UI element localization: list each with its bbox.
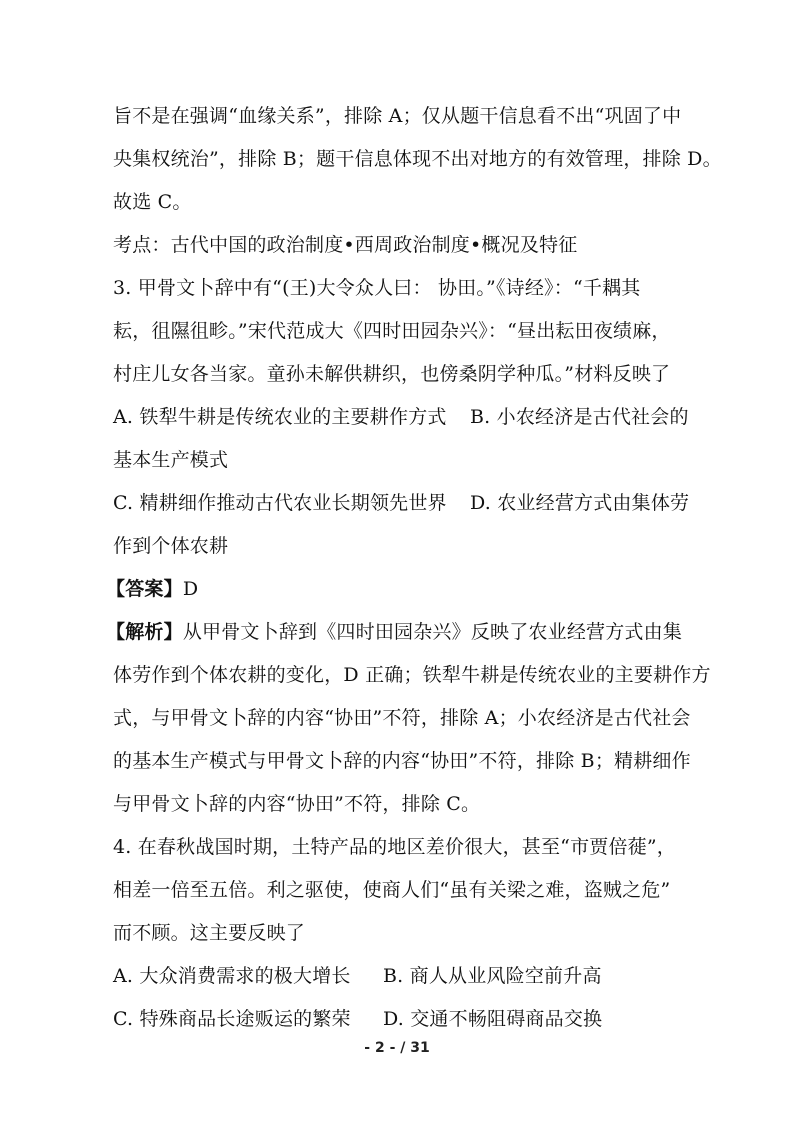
q3-analysis-line-3: 式，与甲骨文卜辞的内容“协田”不符，排除 A；小农经济是古代社会: [113, 707, 691, 729]
answer-tag: 【答案】: [106, 578, 183, 600]
q3-stem-line-3: 村庄儿女各当家。童孙未解供耕织，也傍桑阴学种瓜。”材料反映了: [113, 363, 671, 385]
prev-analysis-line-3: 故选 C。: [113, 191, 192, 213]
q4-options-row-1: [113, 964, 693, 988]
q4-stem-line-1: 4. 在春秋战国时期，土特产品的地区差价很大，甚至“市贾倍蓰”，: [113, 836, 676, 858]
kaodian-line: 考点：古代中国的政治制度•西周政治制度•概况及特征: [113, 234, 578, 256]
q4-option-a: A. 大众消费需求的极大增长: [113, 965, 351, 987]
q4-stem-line-2: 相差一倍至五倍。利之驱使，使商人们“虽有关梁之难，盗贼之危”: [113, 879, 671, 901]
q3-option-c: C. 精耕细作推动古代农业长期领先世界: [113, 492, 447, 514]
q3-analysis-line-4: 的基本生产模式与甲骨文卜辞的内容“协田”不符，排除 B；精耕细作: [113, 750, 691, 772]
answer-value: D: [182, 578, 199, 600]
q3-analysis-line-1: [106, 620, 686, 644]
q3-answer-line: [106, 577, 686, 601]
q4-option-b: B. 商人从业风险空前升高: [383, 965, 602, 987]
page-number: - 2 - / 31: [364, 1040, 430, 1056]
q3-option-b-continued: 基本生产模式: [113, 449, 229, 471]
prev-analysis-line-2: 央集权统治”，排除 B；题干信息体现不出对地方的有效管理，排除 D。: [113, 148, 722, 170]
analysis-text-1: 从甲骨文卜辞到《四时田园杂兴》反映了农业经营方式由集: [182, 621, 683, 643]
q3-stem-line-2: 耘，徂隰徂畛。”宋代范成大《四时田园杂兴》：“昼出耘田夜绩麻，: [113, 320, 671, 342]
q4-stem-line-3: 而不顾。这主要反映了: [113, 922, 306, 944]
q4-option-d: D. 交通不畅阻碍商品交换: [383, 1008, 603, 1030]
q3-option-d: D. 农业经营方式由集体劳: [470, 492, 690, 514]
q3-options-row-1: [113, 405, 693, 429]
q3-stem-line-1: 3. 甲骨文卜辞中有“(王)大令众人曰： 协田。”《诗经》：“千耦其: [113, 277, 641, 299]
q3-options-row-2: [113, 491, 693, 515]
prev-analysis-line-1: 旨不是在强调“血缘关系”，排除 A；仅从题干信息看不出“巩固了中: [113, 105, 682, 127]
q3-option-a: A. 铁犁牛耕是传统农业的主要耕作方式: [113, 406, 447, 428]
analysis-tag: 【解析】: [106, 621, 183, 643]
q3-analysis-line-5: 与甲骨文卜辞的内容“协田”不符，排除 C。: [113, 793, 481, 815]
q3-analysis-line-2: 体劳作到个体农耕的变化，D 正确；铁犁牛耕是传统农业的主要耕作方: [113, 664, 711, 686]
q4-options-row-2: [113, 1007, 693, 1031]
q3-option-b: B. 小农经济是古代社会的: [470, 406, 689, 428]
q4-option-c: C. 特殊商品长途贩运的繁荣: [113, 1008, 351, 1030]
q3-option-d-continued: 作到个体农耕: [113, 535, 229, 557]
